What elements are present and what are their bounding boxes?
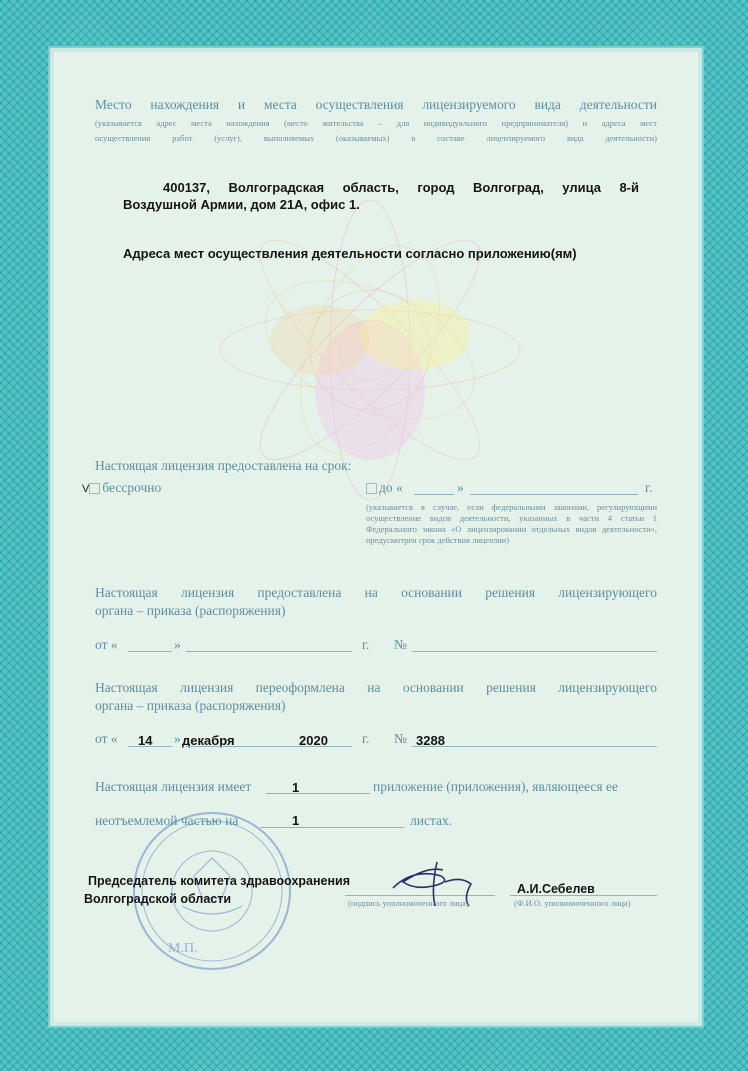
basis-line1: Настоящая лицензия предоставлена на основании решения лицензирующего — [95, 585, 657, 600]
until-date-line — [470, 494, 638, 495]
basis-number-sign: № — [394, 637, 407, 652]
reissue-date-line — [186, 746, 352, 747]
until-checkbox — [366, 483, 377, 494]
basis-number-line — [412, 651, 657, 652]
appendix-line1-prefix: Настоящая лицензия имеет — [95, 779, 252, 794]
reissue-number-line — [412, 746, 657, 747]
places-note: Адреса мест осуществления деятельности согласно приложению(ям) — [123, 246, 577, 261]
reissue-month: декабря — [182, 733, 235, 748]
reissue-quote-close: » — [174, 731, 181, 746]
signatory-position-line2: Волгоградской области — [84, 892, 232, 906]
term-label: Настоящая лицензия предоставлена на срок: — [95, 458, 352, 473]
address-line1: 400137, Волгоградская область, город Волгоград, улица 8-й — [163, 180, 639, 195]
basis-quote-close: » — [174, 637, 181, 652]
reissue-year-suffix: г. — [362, 731, 370, 746]
indefinite-label: бессрочно — [102, 480, 162, 495]
appendix-sheets: 1 — [292, 813, 300, 828]
reissue-from-prefix: от « — [95, 731, 118, 746]
reissue-year: 2020 — [299, 733, 328, 748]
name-caption: (Ф.И.О. уполномоченного лица) — [514, 898, 631, 908]
basis-line2: органа – приказа (распоряжения) — [95, 603, 286, 618]
basis-year-suffix: г. — [362, 637, 370, 652]
basis-day-line — [128, 651, 172, 652]
until-prefix: до « — [379, 480, 403, 495]
name-line — [510, 895, 657, 896]
check-mark: V — [82, 483, 90, 495]
official-stamp — [122, 806, 302, 976]
until-quote-close: » — [457, 480, 464, 495]
basis-from-prefix: от « — [95, 637, 118, 652]
header-title: Место нахождения и места осуществления лицензируемого вида деятельности — [95, 97, 657, 112]
until-year-suffix: г. — [645, 480, 653, 495]
reissue-line1: Настоящая лицензия переоформлена на основании решения лицензирующего — [95, 680, 657, 695]
appendix-count-line — [266, 793, 370, 794]
appendix-line1-suffix: приложение (приложения), являющееся ее — [373, 779, 618, 794]
term-until-option — [366, 480, 403, 496]
appendix-count: 1 — [292, 780, 300, 795]
indefinite-checkbox — [89, 483, 100, 494]
signatory-position-line1: Председатель комитета здравоохранения — [88, 874, 351, 888]
reissue-number-sign: № — [394, 731, 407, 746]
signatory-name: А.И.Себелев — [517, 882, 595, 896]
term-indefinite-option — [82, 480, 161, 496]
appendix-line2-suffix: листах. — [410, 813, 453, 828]
reissue-number: 3288 — [416, 733, 445, 748]
signature-caption: (подпись уполномоченного лица) — [348, 898, 469, 908]
header-note-line1: (указывается адрес места нахождения (место жительства – для индивидуального предпринимателя) и адреса мест — [95, 118, 657, 128]
reissue-line2: органа – приказа (распоряжения) — [95, 698, 286, 713]
reissue-day-line — [128, 746, 172, 747]
header-note-line2: осуществления работ (услуг), выполняемых (оказываемых) в составе лицензируемого вида деятельности) — [95, 133, 657, 143]
until-day-line — [414, 494, 454, 495]
rosette-watermark — [200, 200, 540, 500]
basis-date-line — [186, 651, 352, 652]
address-line2: Воздушной Армии, дом 21А, офис 1. — [123, 197, 360, 212]
stamp-mark: М.П. — [168, 941, 198, 956]
reissue-day: 14 — [138, 733, 153, 748]
term-note: (указывается в случае, если федеральными законами, регулирующими осуществление видов деятельности, указанных в части 4 статьи 1 Федерального закона «О лицензировании отдельных видов деятельности», предусмотрен срок действия лицензии) — [366, 502, 657, 545]
appendix-line2-prefix: неотъемлемой частью на — [95, 813, 239, 828]
